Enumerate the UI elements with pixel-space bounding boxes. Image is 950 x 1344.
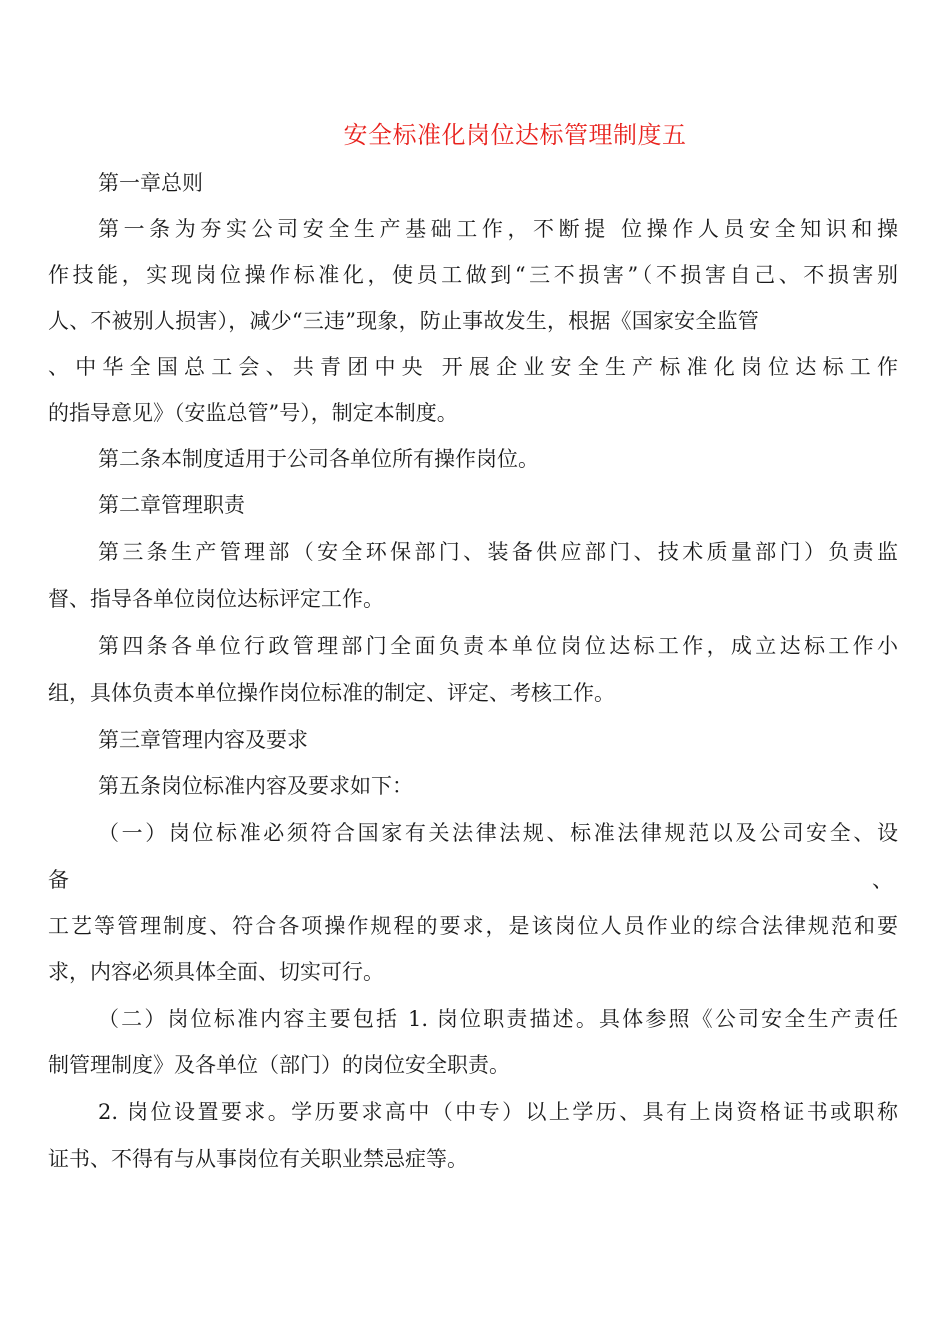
- paragraph-line: 制管理制度》及各单位（部门）的岗位安全职责。: [48, 1053, 510, 1077]
- paragraph-line: 第二条本制度适用于公司各单位所有操作岗位。: [98, 447, 539, 471]
- paragraph-line: 求，内容必须具体全面、切实可行。: [48, 960, 384, 984]
- paragraph-line: 组，具体负责本单位操作岗位标准的制定、评定、考核工作。: [48, 681, 615, 705]
- chapter-heading: 第二章管理职责: [98, 493, 245, 517]
- paragraph-line: 、中华全国总工会、共青团中央 开展企业安全生产标准化岗位达标工作: [48, 355, 898, 379]
- paragraph-line: 的指导意见》（安监总管”号），制定本制度。: [48, 401, 458, 425]
- paragraph-line: 工艺等管理制度、符合各项操作规程的要求，是该岗位人员作业的综合法律规范和要: [48, 914, 898, 938]
- paragraph-line: 2. 岗位设置要求。学历要求高中（中专）以上学历、具有上岗资格证书或职称: [98, 1100, 898, 1124]
- paragraph-line: 督、指导各单位岗位达标评定工作。: [48, 587, 384, 611]
- paragraph-line: 人、不被别人损害），减少“三违”现象，防止事故发生，根据《国家安全监管: [48, 309, 759, 333]
- document-title: 安全标准化岗位达标管理制度五: [343, 121, 687, 149]
- chapter-heading: 第一章总则: [98, 171, 203, 195]
- paragraph-line: 备: [48, 868, 69, 892]
- paragraph-line: 第一条为夯实公司安全生产基础工作，不断提 位操作人员安全知识和操: [98, 217, 898, 241]
- paragraph-line: （一）岗位标准必须符合国家有关法律法规、标准法律规范以及公司安全、设: [98, 821, 898, 845]
- paragraph-line: （二）岗位标准内容主要包括 1. 岗位职责描述。具体参照《公司安全生产责任: [98, 1007, 898, 1031]
- paragraph-line: 第五条岗位标准内容及要求如下：: [98, 774, 413, 798]
- paragraph-line: 证书、不得有与从事岗位有关职业禁忌症等。: [48, 1147, 468, 1171]
- chapter-heading: 第三章管理内容及要求: [98, 728, 308, 752]
- paragraph-line: 、: [872, 868, 893, 892]
- paragraph-line: 作技能，实现岗位操作标准化，使员工做到“三不损害”（不损害自己、不损害别: [48, 263, 898, 287]
- paragraph-line: 第三条生产管理部（安全环保部门、装备供应部门、技术质量部门）负责监: [98, 540, 898, 564]
- paragraph-line: 第四条各单位行政管理部门全面负责本单位岗位达标工作，成立达标工作小: [98, 634, 898, 658]
